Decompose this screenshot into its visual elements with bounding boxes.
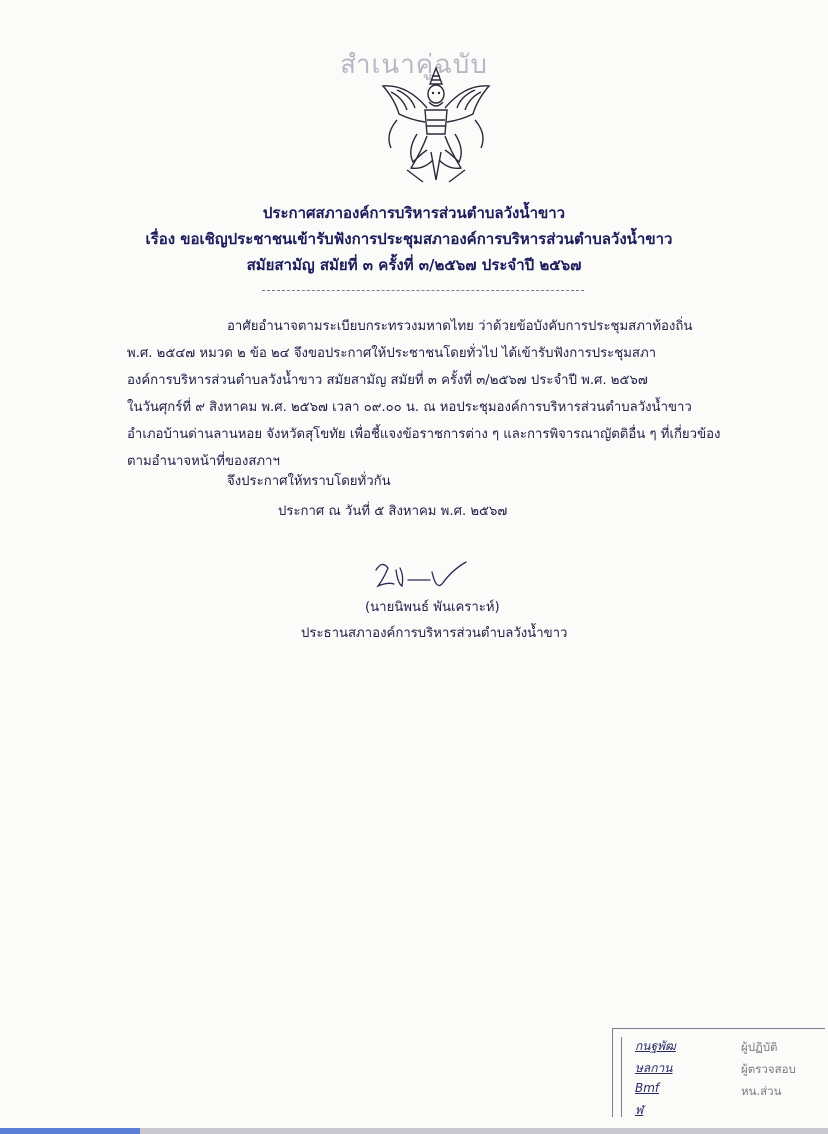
garuda-emblem-icon — [377, 64, 495, 186]
routing-row — [627, 1101, 823, 1123]
body-line: อำเภอบ้านด่านลานหอย จังหวัดสุโขทัย เพื่อชี้แจงข้อราชการต่าง ๆ และการพิจารณาญัตติอื่น ๆ ที่เกี่ยวข้อง — [127, 427, 721, 442]
routing-row — [627, 1059, 823, 1081]
header-line-subject: เรื่อง ขอเชิญประชาชนเข้ารับฟังการประชุมสภาองค์การบริหารส่วนตำบลวังน้ำขาว — [145, 230, 673, 248]
stamp-border-line — [621, 1037, 622, 1117]
header-divider — [262, 290, 584, 291]
routing-role: หน.ส่วน — [741, 1084, 782, 1098]
routing-initials: กนฐพัฒ — [635, 1039, 676, 1053]
signer-name: (นายนิพนธ์ พันเคราะห์) — [365, 600, 500, 615]
routing-initials: ฬ — [635, 1103, 644, 1117]
body-line: ในวันศุกร์ที่ ๙ สิงหาคม พ.ศ. ๒๕๖๗ เวลา ๐๙.๐๐ น. ณ หอประชุมองค์การบริหารส่วนตำบลวังน้ำขาว — [127, 400, 692, 415]
body-line: พ.ศ. ๒๕๔๗ หมวด ๒ ข้อ ๒๔ จึงขอประกาศให้ประชาชนโดยทั่วไป ได้เข้ารับฟังการประชุมสภา — [127, 346, 657, 361]
copy-watermark: สำเนาคู่ฉบับ — [340, 50, 488, 80]
routing-role: ผู้ปฏิบัติ — [741, 1040, 778, 1054]
routing-initials: Bmf — [635, 1081, 660, 1095]
signer-title: ประธานสภาองค์การบริหารส่วนตำบลวังน้ำขาว — [301, 626, 568, 641]
scan-edge — [0, 1128, 828, 1134]
body-line: อาศัยอำนาจตามระเบียบกระทรวงมหาดไทย ว่าด้วยข้อบังคับการประชุมสภาท้องถิ่น — [227, 319, 693, 334]
routing-initials: ษลกาน — [635, 1061, 673, 1075]
scan-edge-color — [0, 1128, 140, 1134]
header-line-organization: ประกาศสภาองค์การบริหารส่วนตำบลวังน้ำขาว — [262, 204, 566, 222]
announcement-date: ประกาศ ณ วันที่ ๕ สิงหาคม พ.ศ. ๒๕๖๗ — [278, 504, 508, 519]
routing-row — [627, 1081, 823, 1103]
handwritten-signature — [364, 556, 474, 596]
body-line: ตามอำนาจหน้าที่ของสภาฯ — [127, 454, 280, 469]
routing-role: ผู้ตรวจสอบ — [741, 1062, 796, 1076]
routing-row — [627, 1037, 823, 1059]
header-line-session: สมัยสามัญ สมัยที่ ๓ ครั้งที่ ๓/๒๕๖๗ ประจำปี ๒๕๖๗ — [246, 256, 582, 274]
announcement-header — [0, 200, 828, 278]
announcement-body — [127, 313, 782, 475]
body-line: องค์การบริหารส่วนตำบลวังน้ำขาว สมัยสามัญ สมัยที่ ๓ ครั้งที่ ๓/๒๕๖๗ ประจำปี พ.ศ. ๒๕๖๗ — [127, 373, 648, 388]
routing-stamp — [612, 1028, 825, 1117]
announce-statement: จึงประกาศให้ทราบโดยทั่วกัน — [227, 474, 391, 489]
